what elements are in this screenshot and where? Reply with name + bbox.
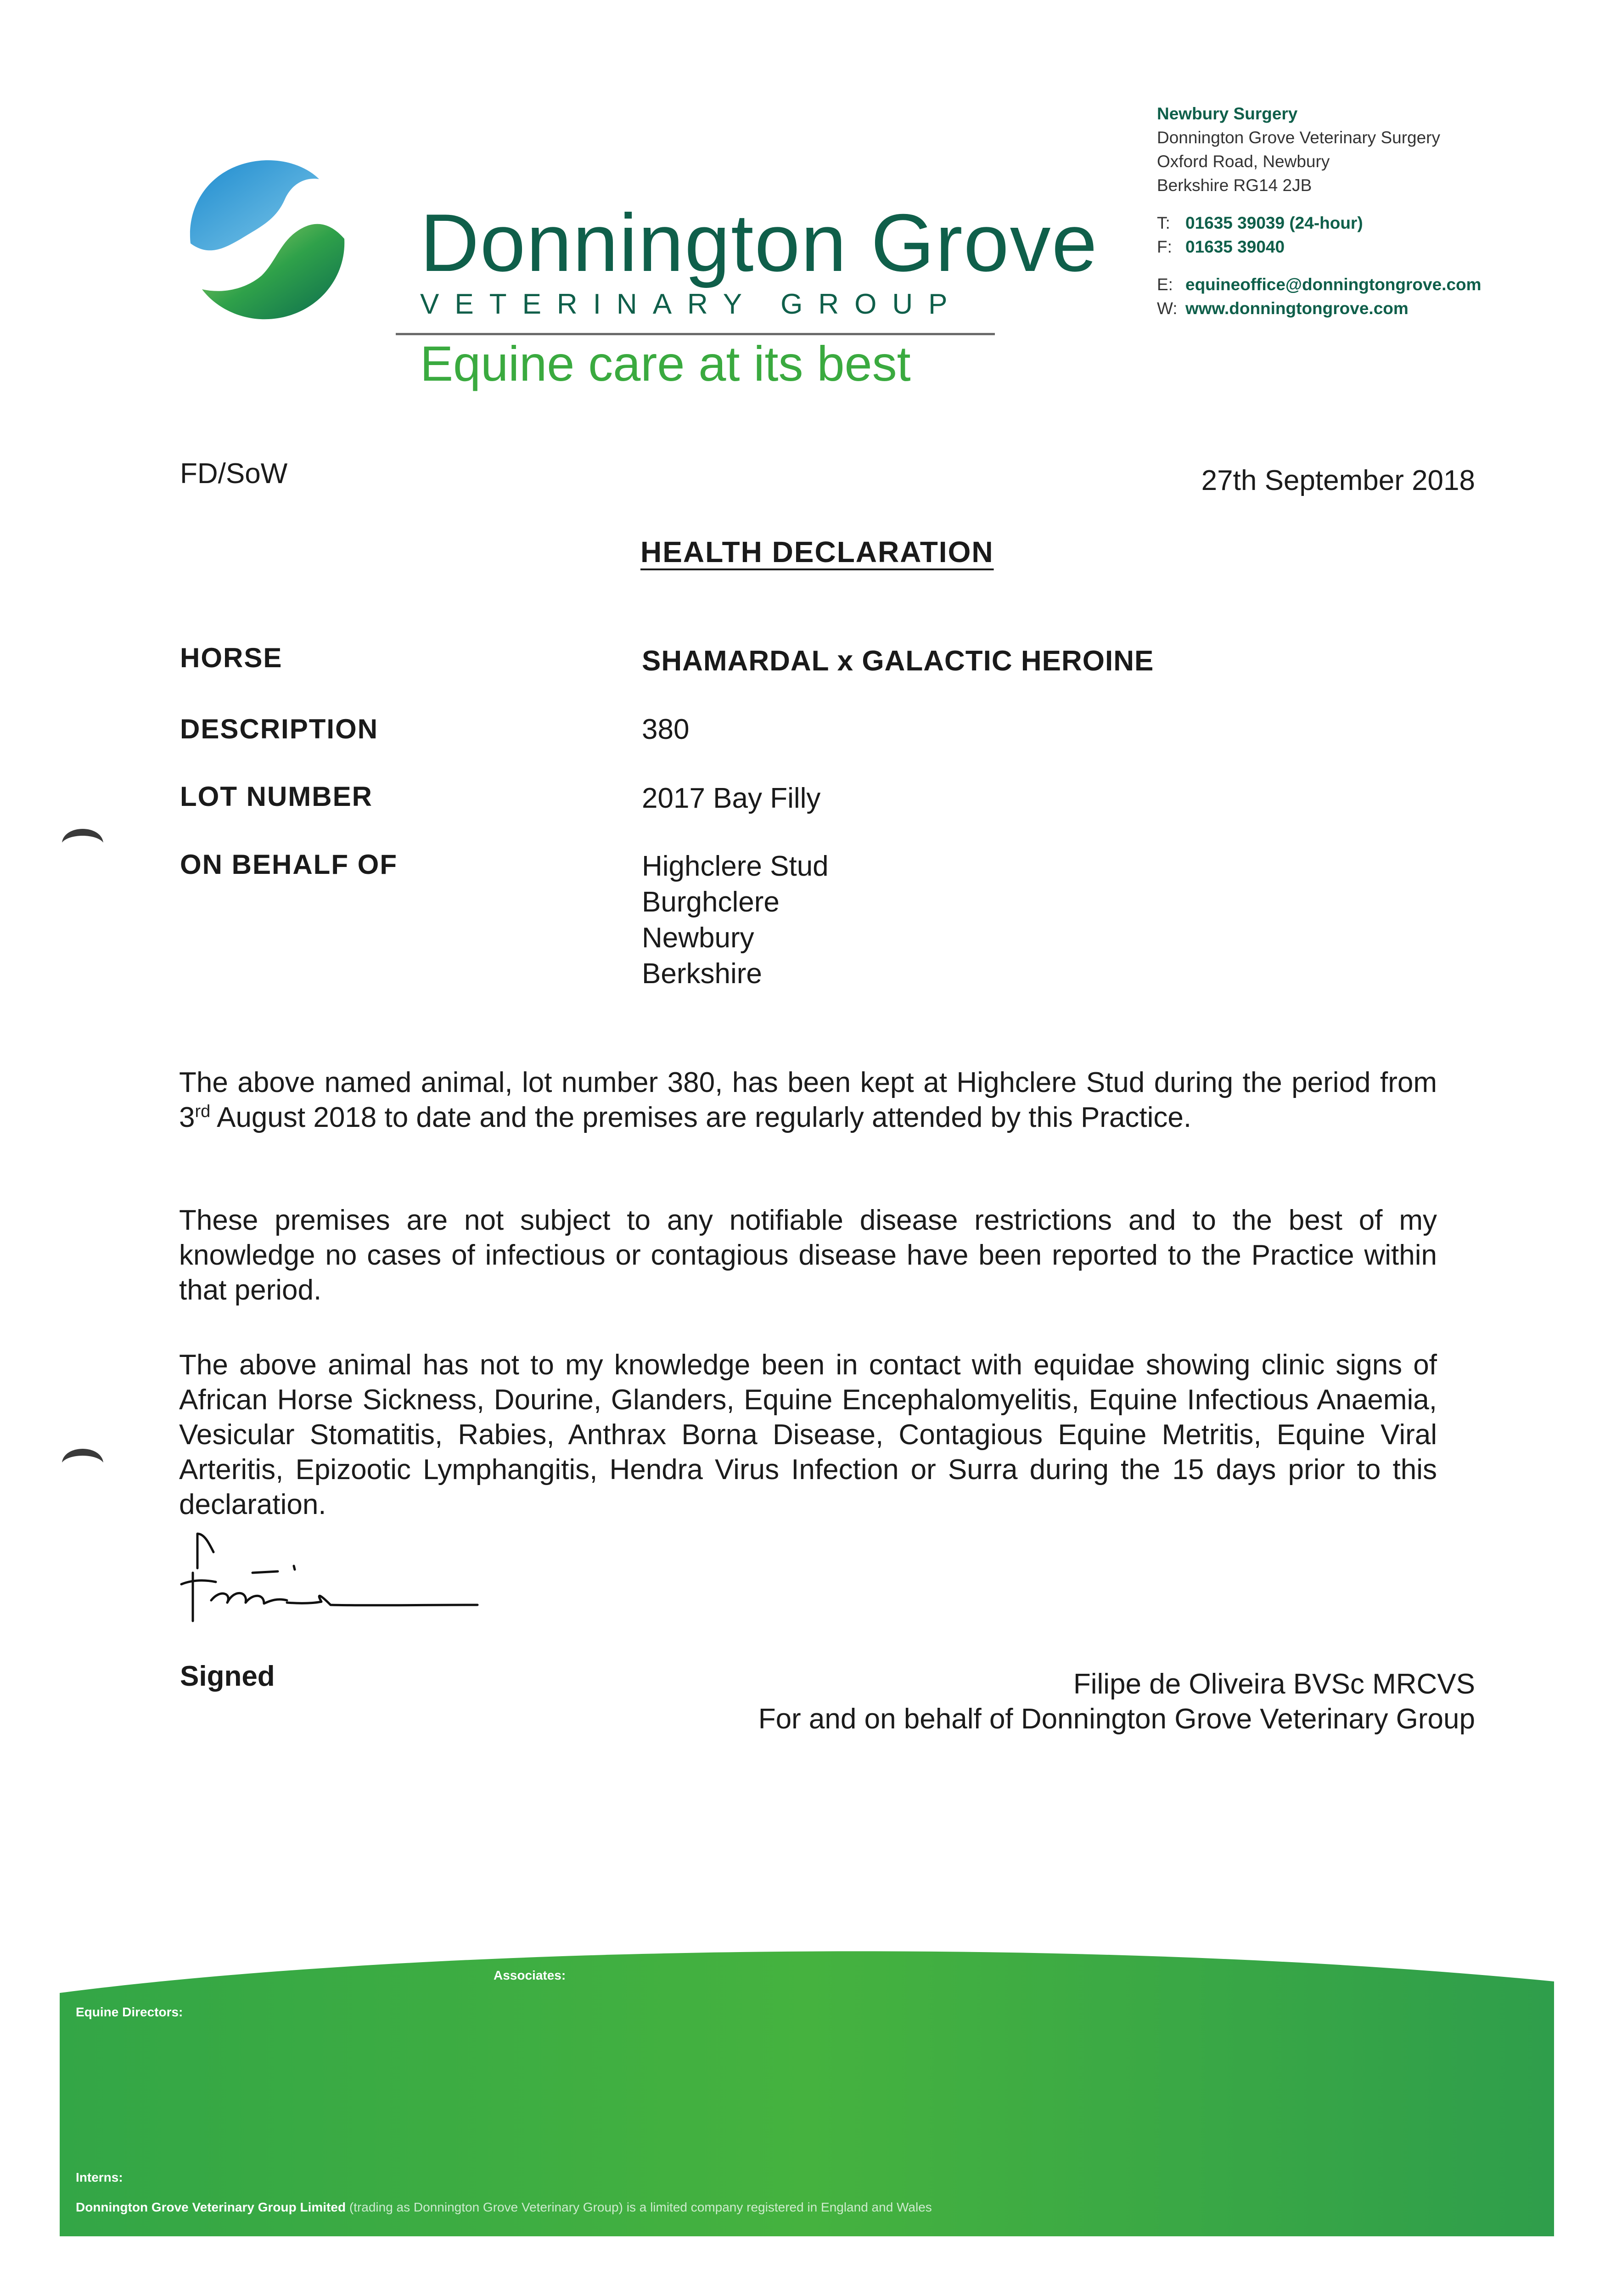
associates-heading: Associates: [494,1968,566,1982]
handwritten-signature [179,1525,496,1630]
footer-interns [76,2167,123,2188]
description-label: DESCRIPTION [180,714,379,744]
company-name: Donnington Grove Veterinary Group Limited [76,2200,346,2214]
punch-hole [60,1437,106,1465]
reference-code: FD/SoW [180,458,288,490]
address-line: Highclere Stud [642,850,829,882]
on-behalf-of-address [642,849,829,992]
email-address[interactable]: equineoffice@donningtongrove.com [1185,275,1482,294]
declaration-paragraph-3: The above animal has not to my knowledge been in contact with equidae showing clinic signs of African Horse Sickness, Dourine, Glanders, Equine Encephalomyelitis, Equine Infectious Anaemia, Vesicular Stomatitis, Rabies, Anthrax Borna Disease, Contagious Equine Metritis, Equine Viral Arteritis, Epizootic Lymphangitis, Hendra Virus Infection or Surra during the 15 days prior to this declaration. [179,1349,1437,1520]
horse-label: HORSE [180,642,283,673]
website-key: W: [1157,299,1178,318]
document-title: HEALTH DECLARATION [640,535,994,568]
document-date: 27th September 2018 [1201,465,1475,496]
fax-number: 01635 39040 [1185,237,1285,256]
signer-block [758,1667,1475,1737]
footer-associates [494,1965,566,1986]
punch-hole [60,817,106,845]
footer-band [0,1938,1622,2241]
horse-value: SHAMARDAL x GALACTIC HEROINE [642,645,1154,677]
website-url[interactable]: www.donningtongrove.com [1185,299,1409,318]
email-line [1157,273,1561,297]
address-line: Donnington Grove Veterinary Surgery [1157,128,1441,147]
brand-tagline: Equine care at its best [420,336,911,391]
interns-label: Interns: [76,2170,123,2184]
address-line: Burghclere [642,886,780,918]
lot-number-label: LOT NUMBER [180,781,373,812]
signer-name: Filipe de Oliveira BVSc MRCVS [1073,1668,1475,1700]
footer-company [76,2197,932,2217]
phone-key: T: [1157,214,1170,232]
company-note: (trading as Donnington Grove Veterinary Group) is a limited company registered in England and Wales [349,2200,932,2214]
declaration-paragraph-2: These premises are not subject to any notifiable disease restrictions and to the best of my knowledge no cases of infectious or contagious disease have been reported to the Practice within that period. [179,1204,1437,1306]
brand-logo-mark [181,152,351,326]
address-line: Oxford Road, Newbury [1157,152,1330,171]
footer-directors [76,2002,183,2022]
description-value: 380 [642,714,690,745]
address-line: Berkshire [642,958,762,990]
directors-heading: Equine Directors: [76,2005,183,2019]
brand-name: Donnington Grove [420,197,1098,288]
address-line: Newbury [642,922,754,954]
lot-number-value: 2017 Bay Filly [642,782,821,814]
email-key: E: [1157,275,1173,294]
fax-line [1157,235,1561,259]
signer-organisation: For and on behalf of Donnington Grove Veterinary Group [758,1703,1475,1735]
declaration-paragraph-1: The above named animal, lot number 380, has been kept at Highclere Stud during the period from 3rd August 2018 to date and the premises are regularly attended by this Practice. [179,1067,1437,1133]
surgery-name: Newbury Surgery [1157,104,1298,123]
website-line [1157,297,1561,321]
fax-key: F: [1157,237,1172,256]
phone-number: 01635 39039 (24-hour) [1185,214,1363,232]
brand-divider [396,333,995,335]
practice-address [1157,102,1561,321]
on-behalf-of-label: ON BEHALF OF [180,849,398,880]
phone-line [1157,211,1561,235]
brand-subtitle: VETERINARY GROUP [420,288,963,320]
address-line: Berkshire RG14 2JB [1157,176,1312,195]
signed-label: Signed [180,1660,275,1692]
